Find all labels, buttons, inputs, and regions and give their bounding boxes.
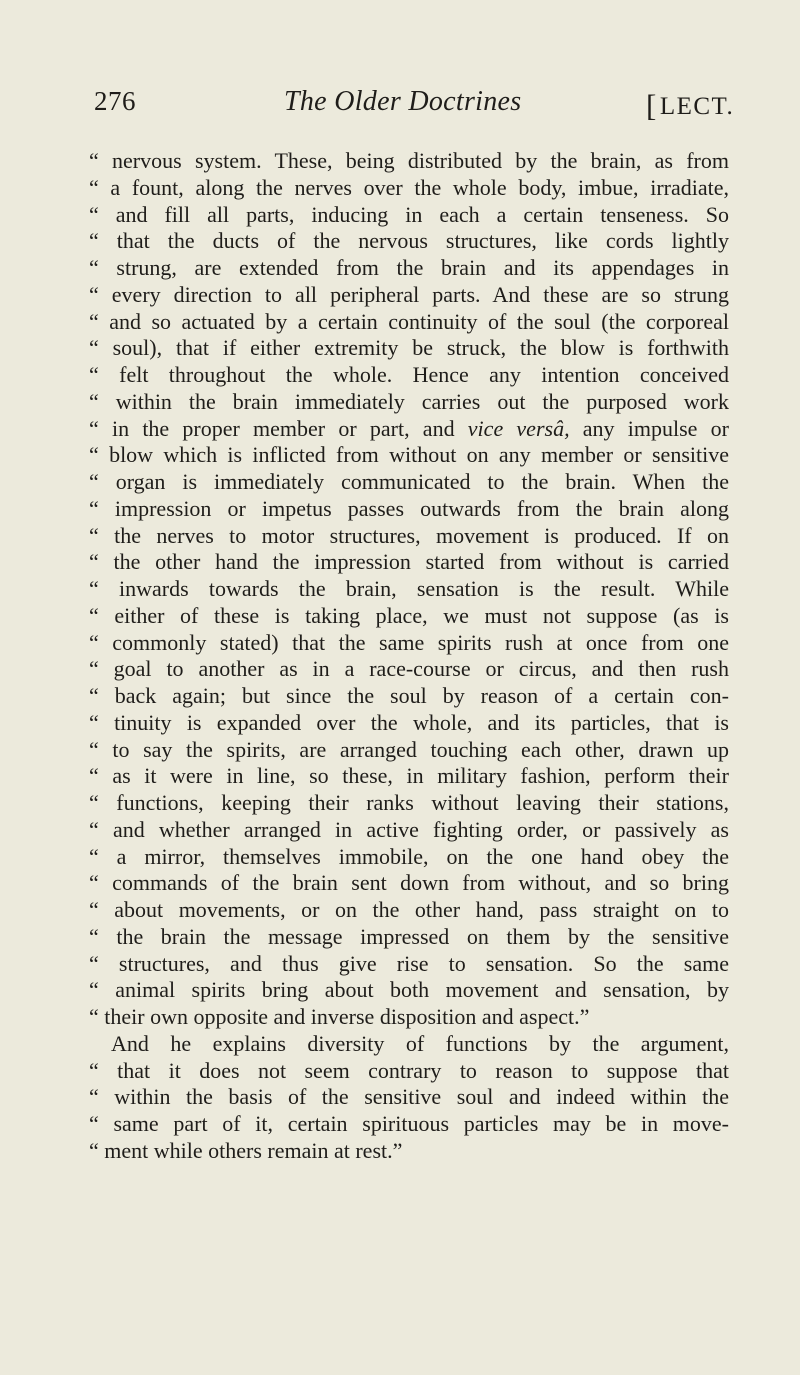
text-line: “ about movements, or on the other hand, pass straight on to <box>89 897 729 922</box>
text-line: “ within the basis of the sensitive soul and indeed within the <box>89 1084 729 1110</box>
text-line: “ commonly stated) that the same spirits rush at once from one <box>89 629 729 655</box>
text-line: “ every direction to all peripheral parts. And these are so strung <box>89 281 729 307</box>
text-line: “ within the brain immediately carries out the purposed work <box>89 388 729 414</box>
text-line: “ soul), that if either extremity be struck, the blow is forthwith <box>89 335 729 361</box>
lecture-text: LECT. <box>659 93 735 120</box>
body-text <box>89 148 729 1165</box>
text-line: “ and so actuated by a certain continuity of the soul (the corporeal <box>89 308 729 334</box>
page-header <box>0 86 800 126</box>
text-line: “ a fount, along the nerves over the whole body, imbue, irradiate, <box>89 174 729 200</box>
text-line: “ tinuity is expanded over the whole, and its particles, that is <box>89 709 729 735</box>
text-line: “ impression or impetus passes outwards from the brain along <box>89 495 729 521</box>
lecture-bracket: [ <box>646 88 658 123</box>
text-line: “ and fill all parts, inducing in each a certain tenseness. So <box>89 201 729 227</box>
text-line: “ inwards towards the brain, sensation is the result. While <box>89 576 729 601</box>
page-number: 276 <box>94 86 136 116</box>
text-line-with-italic <box>89 416 729 443</box>
text-line: “ structures, and thus give rise to sensation. So the same <box>89 950 729 976</box>
text-line: “ goal to another as in a race-course or circus, and then rush <box>89 656 729 682</box>
text-line: “ either of these is taking place, we must not suppose (as is <box>89 602 729 628</box>
running-title: The Older Doctrines <box>284 86 522 117</box>
text-line: “ as it were in line, so these, in military fashion, perform their <box>89 763 729 789</box>
text-line: “ to say the spirits, are arranged touching each other, drawn up <box>89 736 729 762</box>
text-line: “ functions, keeping their ranks without leaving their stations, <box>89 790 729 815</box>
text-line: “ ment while others remain at rest.” <box>89 1137 403 1163</box>
text-line: “ blow which is inflicted from without on any member or sensitive <box>89 442 729 468</box>
text-line: “ organ is immediately communicated to the brain. When the <box>89 469 729 494</box>
text-segment: any impulse or <box>569 415 729 441</box>
text-line: “ the brain the message impressed on them by the sensitive <box>89 923 729 949</box>
text-line: “ strung, are extended from the brain and its appendages in <box>89 255 729 280</box>
text-line: “ that it does not seem contrary to reason to suppose that <box>89 1057 729 1083</box>
text-line: “ and whether arranged in active fighting order, or passively as <box>89 816 729 842</box>
text-line: “ that the ducts of the nervous structures, like cords lightly <box>89 228 729 254</box>
paragraph-start-line: And he explains diversity of functions by the argument, <box>111 1030 729 1056</box>
text-segment: “ in the proper member or part, and <box>89 415 455 441</box>
text-line: “ felt throughout the whole. Hence any intention conceived <box>89 362 729 387</box>
text-line: “ same part of it, certain spirituous particles may be in move- <box>89 1111 729 1136</box>
text-line: “ commands of the brain sent down from without, and so bring <box>89 870 729 896</box>
text-line: “ animal spirits bring about both movement and sensation, by <box>89 977 729 1003</box>
text-line: “ nervous system. These, being distributed by the brain, as from <box>89 148 729 173</box>
text-line: “ back again; but since the soul by reason of a certain con- <box>89 683 729 708</box>
text-line: “ the other hand the impression started from without is carried <box>89 549 729 575</box>
lecture-label <box>646 86 734 122</box>
text-line: “ their own opposite and inverse disposition and aspect.” <box>89 1004 590 1029</box>
text-line: “ the nerves to motor structures, movement is produced. If on <box>89 522 729 548</box>
italic-phrase: vice versâ, <box>467 415 570 441</box>
text-line: “ a mirror, themselves immobile, on the one hand obey the <box>89 843 729 869</box>
